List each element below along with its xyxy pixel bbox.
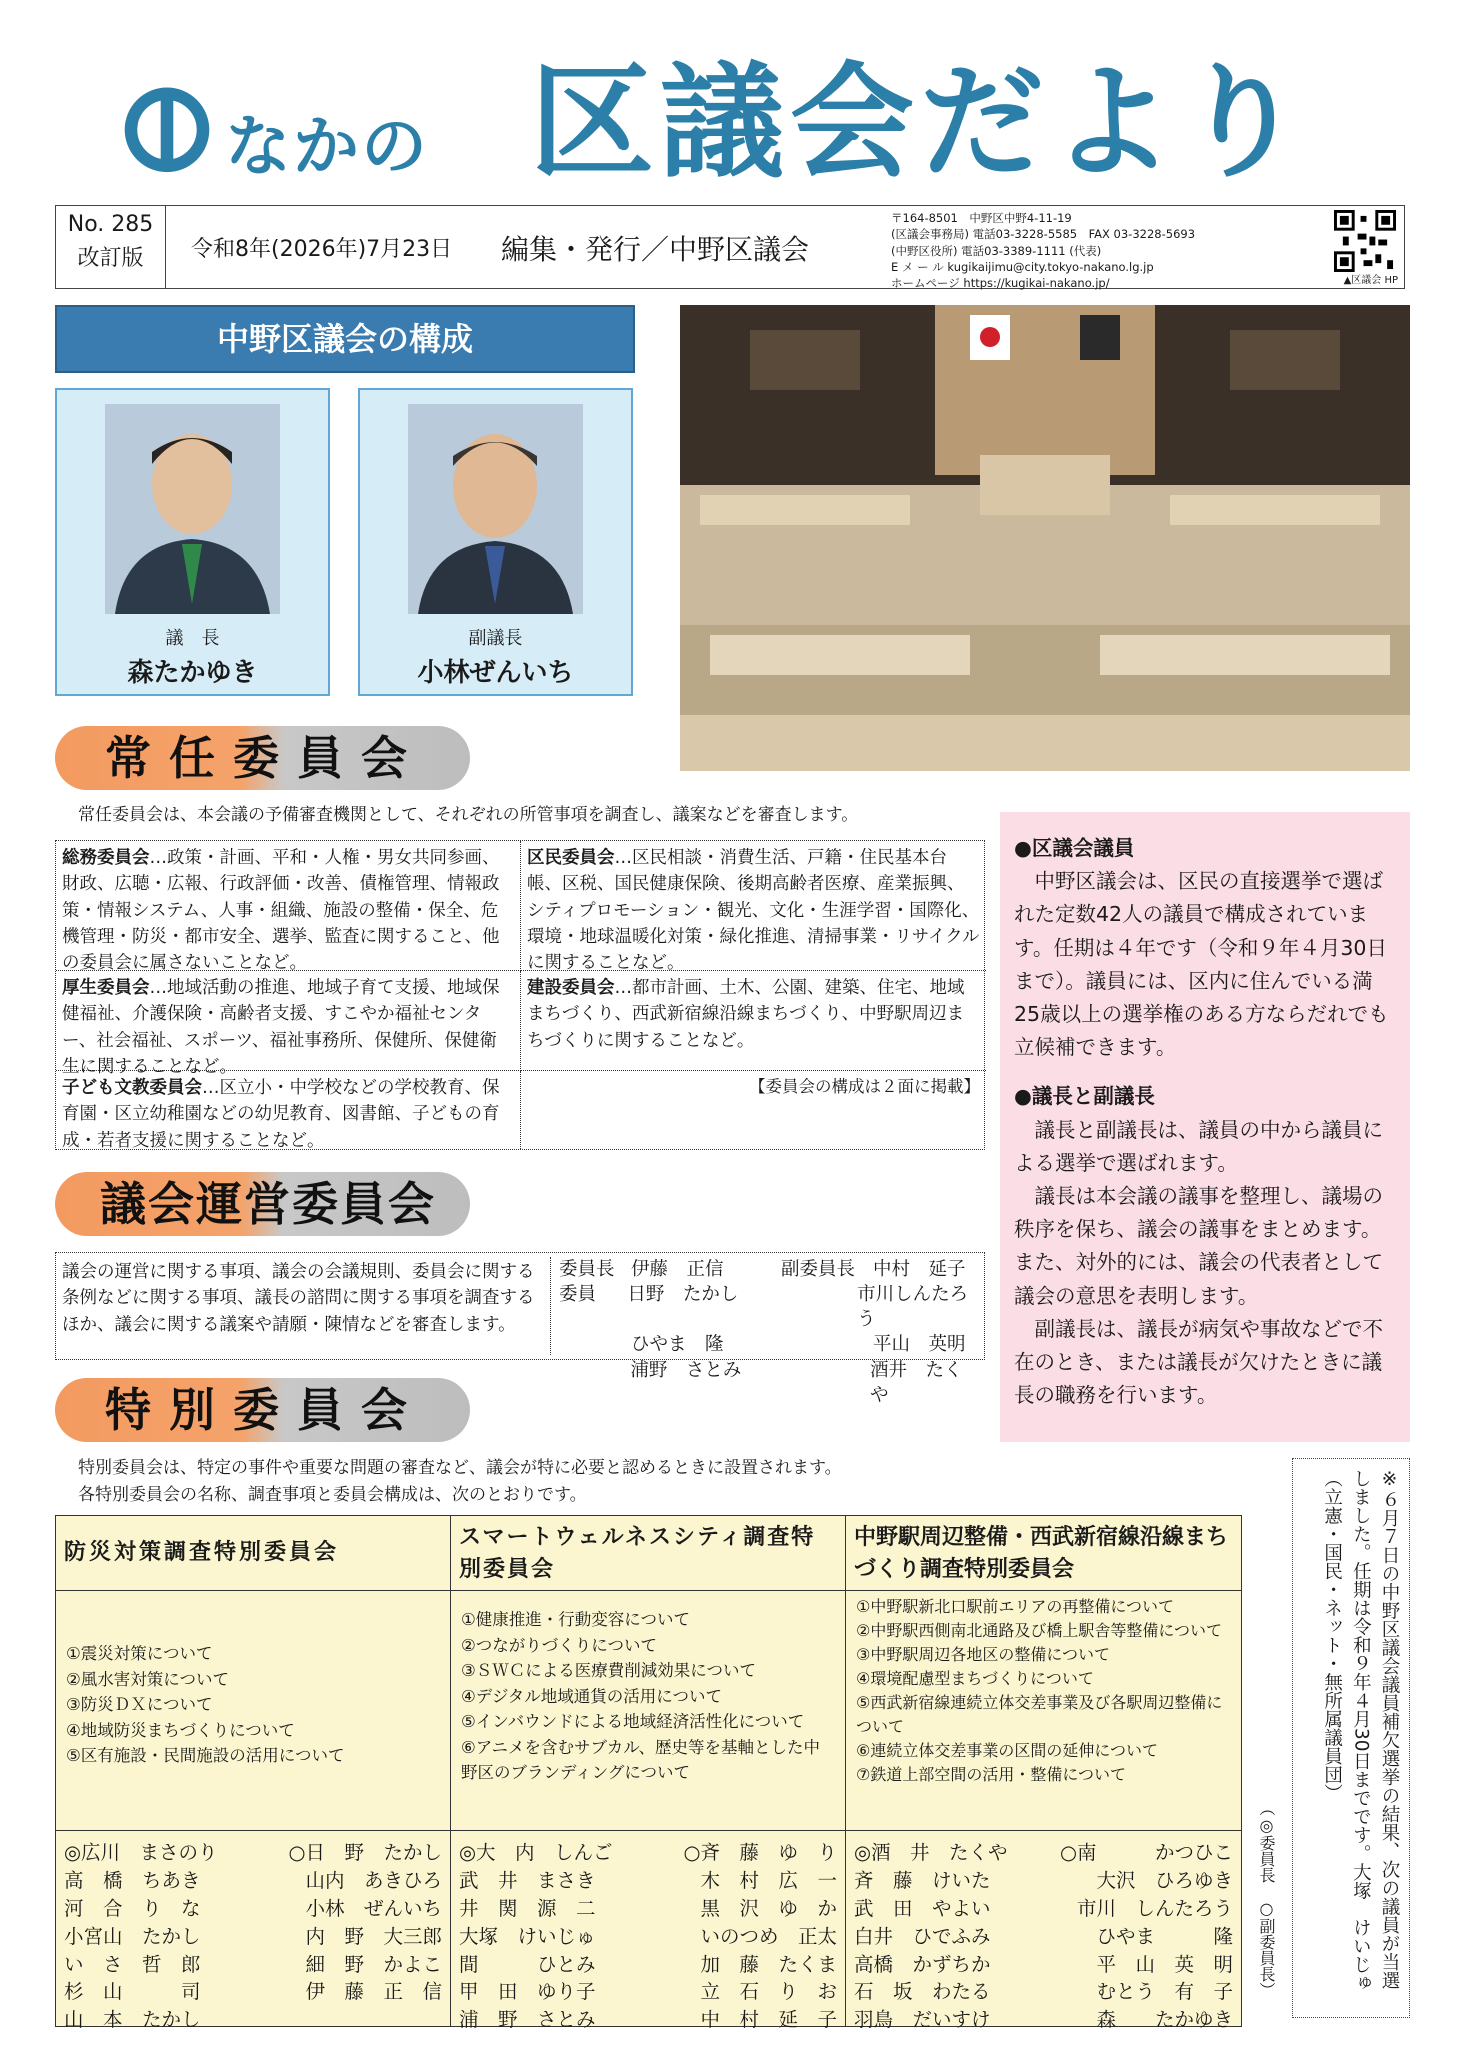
member-row: [854, 2006, 1233, 2034]
member-row: [64, 1867, 442, 1895]
member-role: [559, 1332, 631, 1357]
member-role: 委員: [559, 1284, 597, 1306]
member-name: いのつめ 正太: [700, 1924, 837, 1948]
member-name: 大沢 ひろゆき: [1096, 1868, 1233, 1892]
council-committee-box: [55, 1252, 985, 1406]
member-role: [559, 1358, 630, 1408]
committee-construction: [521, 971, 986, 1071]
special-lead-2: 各特別委員会の名称、調査事項と委員会構成は、次のとおりです。: [78, 1485, 587, 1505]
member-name: 間 ひとみ: [459, 1952, 596, 1976]
member-row: [559, 1332, 980, 1357]
agenda-item: ②つながりづくりについて: [461, 1635, 657, 1655]
agenda-item: ③防災ＤＸについて: [66, 1695, 213, 1715]
committee-desc: …都市計画、土木、公園、建築、住宅、地域まちづくり、西武新宿線沿線まちづくり、中野駅周辺まちづくりに関することなど。: [527, 978, 965, 1051]
committee-name: 建設委員会: [527, 978, 615, 998]
publisher: 編集・発行／中野区議会: [501, 233, 810, 266]
special-committee-banner: 特別委員会: [55, 1378, 470, 1442]
standing-lead: 常任委員会は、本会議の予備審査機関として、それぞれの所管事項を調査し、議案などを審査します。: [78, 805, 859, 825]
committee-desc: …区民相談・消費生活、戸籍・住民基本台帳、区税、国民健康保険、後期高齢者医療、産業振興、シティプロモーション・観光、文化・生涯学習・国際化、環境・地球温暖化対策・緑化推進、清掃事業・リサイクルに関することなど。: [527, 848, 980, 973]
committee-note: 【委員会の構成は２面に掲載】: [749, 1077, 980, 1096]
member-name: 平山 英明: [873, 1334, 966, 1356]
member-role: 委員長: [559, 1259, 615, 1280]
email-line[interactable]: E メ ー ル kugikaijimu@city.tokyo-nakano.lg.jp: [891, 259, 1154, 274]
nakano-logo-icon: [122, 83, 212, 173]
agenda-item: ①中野駅新北口駅前エリアの再整備について: [856, 1597, 1175, 1616]
special-committee-items: [451, 1591, 845, 1831]
panel-text: 中野区議会は、区民の直接選挙で選ばれた定数42人の議員で構成されています。任期は４年です（令和９年４月30日まで）。議員には、区内に住んでいる満25歳以上の選挙権のある方ならだれでも立候補できます。: [1014, 869, 1389, 1060]
panel-text: 議長は本会議の議事を整理し、議場の秩序を保ち、議会の議事をまとめます。また、対外的には、議会の代表者として議会の意思を表明します。: [1014, 1184, 1383, 1308]
masthead: [110, 51, 1350, 205]
member-name: 斉 藤 けいた: [854, 1868, 991, 1892]
agenda-item: ⑥連続立体交差事業の区間の延伸について: [856, 1741, 1159, 1760]
member-row: [459, 1867, 837, 1895]
contact-address: [891, 210, 1195, 292]
member-row: [459, 1895, 837, 1923]
qr-label: ▲区議会 HP: [1343, 275, 1398, 286]
member-role: [770, 1282, 857, 1332]
committee-name: 区民委員会: [527, 848, 615, 868]
member-name: 黒 沢 ゆ か: [700, 1896, 837, 1920]
member-name: 市川しんたろう: [857, 1284, 969, 1331]
special-committee-members: [56, 1831, 450, 2042]
member-name: 木 村 広 一: [700, 1868, 837, 1892]
qr-code-icon[interactable]: [1334, 210, 1396, 272]
agenda-item: ④環境配慮型まちづくりについて: [856, 1669, 1094, 1688]
special-committee-disaster: [56, 1516, 451, 2032]
agenda-item: ①震災対策について: [66, 1644, 213, 1663]
member-name: ◎大 内 しんご: [459, 1841, 613, 1864]
member-row: [854, 1867, 1233, 1895]
agenda-item: ②中野駅西側南北通路及び橋上駅舎等整備について: [856, 1621, 1223, 1640]
member-name: 酒井 たくや: [870, 1359, 963, 1406]
member-name: 浦 野 さとみ: [459, 2008, 596, 2032]
member-row: [559, 1257, 980, 1282]
member-name: 小宮山 たかし: [64, 1924, 201, 1948]
address-line: (中野区役所) 電話03-3389-1111 (代表): [891, 243, 1102, 258]
member-name: い さ 哲 郎: [64, 1952, 201, 1976]
special-committee-members: [451, 1831, 845, 2042]
member-name: 高橋 かずちか: [854, 1952, 991, 1976]
member-name: 細 野 かよこ: [305, 1952, 442, 1976]
member-name: 立 石 り お: [700, 1980, 837, 2004]
member-role: [779, 1358, 870, 1408]
member-role: 副委員長: [781, 1259, 856, 1280]
member-row: [854, 1978, 1233, 2006]
member-row: [64, 1923, 442, 1951]
member-name: 羽鳥 だいすけ: [854, 2008, 991, 2032]
assembly-hall-photo: [680, 305, 1410, 771]
member-row: [64, 1951, 442, 1979]
member-name: 小林 ぜんいち: [305, 1896, 442, 1920]
committee-citizens: [521, 841, 986, 971]
standing-committee-grid: [55, 840, 985, 1150]
member-row: [854, 1951, 1233, 1979]
member-row: [64, 1895, 442, 1923]
member-name: 大塚 けいじゅ: [459, 1924, 596, 1948]
agenda-item: ⑤西武新宿線連続立体交差事業及び各駅周辺整備について: [856, 1693, 1223, 1736]
panel-heading-chair: ●議長と副議長: [1014, 1084, 1155, 1109]
member-row: [459, 1978, 837, 2006]
issue-number: No. 285: [67, 212, 154, 237]
member-name: 白井 ひでふみ: [854, 1924, 991, 1948]
member-name: 平 山 英 明: [1096, 1952, 1233, 1976]
structure-heading: 中野区議会の構成: [55, 305, 635, 373]
member-name: 武 田 やよい: [854, 1896, 991, 1920]
member-row: [854, 1895, 1233, 1923]
special-committee-wellness: [451, 1516, 846, 2032]
special-committee-title: 防災対策調査特別委員会: [56, 1516, 450, 1591]
member-name: 森 たかゆき: [1096, 2008, 1233, 2032]
agenda-item: ⑥アニメを含むサブカル、歴史等を基軸とした中野区のブランディングについて: [461, 1737, 820, 1783]
chair-card: [55, 388, 330, 696]
council-members: [550, 1257, 980, 1406]
member-name: ひやま 隆: [631, 1334, 724, 1356]
by-election-notice: ※６月７日の中野区議会議員補欠選挙の結果、次の議員が当選しました。任期は令和９年４月30日までです。大塚 けいじゅ（立憲・国民・ネット・無所属議員団）: [1292, 1458, 1410, 2018]
homepage-line[interactable]: ホームページ https://kugikai-nakano.jp/: [891, 276, 1110, 291]
agenda-item: ④デジタル地域通貨の活用について: [461, 1686, 722, 1706]
member-row: [459, 2006, 837, 2034]
special-committee-items: [56, 1591, 450, 1831]
address-line: (区議会事務局) 電話03-3228-5585 FAX 03-3228-5693: [891, 227, 1196, 242]
member-name: ○日 野 たかし: [288, 1841, 442, 1864]
newsletter-title: 区議会だより: [530, 51, 1311, 195]
agenda-item: ⑤インバウンドによる地域経済活性化について: [461, 1712, 805, 1732]
member-name: 伊 藤 正 信: [305, 1980, 442, 2004]
address-line: 〒164-8501 中野区中野4-11-19: [891, 211, 1072, 225]
member-row: [64, 2006, 442, 2034]
agenda-item: ③ＳＷＣによる医療費削減効果について: [461, 1661, 756, 1681]
committee-desc: …地域活動の推進、地域子育て支援、地域保健福祉、介護保険・高齢者支援、すこやか福祉センター、社会福祉、スポーツ、福祉事務所、保健所、保健衛生に関することなど。: [62, 978, 500, 1077]
special-committee-station-area: [846, 1516, 1241, 2032]
member-name: 石 坂 わたる: [854, 1980, 991, 2004]
committee-general-affairs: [56, 841, 521, 971]
member-row: [559, 1358, 980, 1408]
member-name: 高 橋 ちあき: [64, 1868, 201, 1892]
vice-chair-photo: [408, 404, 583, 614]
member-name: 山 本 たかし: [64, 2008, 201, 2032]
member-name: ◎酒 井 たくや: [854, 1841, 1008, 1864]
special-committee-items: [846, 1591, 1241, 1831]
member-row: [64, 1978, 442, 2006]
logo-text: なかの: [225, 108, 429, 185]
member-name: 市川 しんたろう: [1076, 1896, 1233, 1920]
chair-name: 森たかゆき: [127, 658, 258, 688]
special-committee-table: [55, 1515, 1242, 2032]
member-name: 杉 山 司: [64, 1980, 201, 2004]
member-row: [854, 1839, 1233, 1867]
panel-text: 副議長は、議長が病気や事故などで不在のとき、または議長が欠けたときに議長の職務を行います。: [1014, 1316, 1383, 1408]
issue-date: 令和8年(2026年)7月23日: [191, 237, 453, 262]
panel-text: 議長と副議長は、議員の中から議員による選挙で選ばれます。: [1014, 1117, 1383, 1175]
member-name: 浦野 さとみ: [630, 1359, 742, 1381]
member-name: 武 井 まさき: [459, 1868, 596, 1892]
member-name: 伊藤 正信: [631, 1259, 724, 1280]
special-committee-title: 中野駅周辺整備・西武新宿線沿線まちづくり調査特別委員会: [846, 1516, 1241, 1591]
member-name: 中 村 延 子: [700, 2008, 837, 2032]
special-committee-title: スマートウェルネスシティ調査特別委員会: [451, 1516, 845, 1591]
member-name: ○斉 藤 ゆ り: [683, 1841, 837, 1864]
committee-desc: …区立小・中学校などの学校教育、保育園・区立幼稚園などの幼児教育、図書館、子どもの育成・若者支援に関することなど。: [62, 1078, 500, 1151]
member-name: 井 関 源 二: [459, 1896, 596, 1920]
chair-legend: （◎委員長 ○副委員長）: [1257, 1800, 1276, 1998]
member-name: 日野 たかし: [627, 1284, 739, 1306]
agenda-item: ⑤区有施設・民間施設の活用について: [66, 1746, 345, 1766]
member-name: むとう 有 子: [1096, 1980, 1233, 2004]
member-row: [559, 1282, 980, 1332]
council-committee-banner: 議会運営委員会: [55, 1172, 470, 1236]
member-role: [781, 1332, 873, 1357]
vice-chair-role: 副議長: [468, 628, 523, 649]
council-desc: 議会の運営に関する事項、議会の会議規則、委員会に関する条例などに関する事項、議長の諮問に関する事項を調査するほか、議会に関する議案や請願・陳情などを審査します。: [62, 1262, 535, 1335]
member-name: ひやま 隆: [1096, 1924, 1233, 1948]
chair-role: 議 長: [165, 628, 220, 649]
agenda-item: ⑦鉄道上部空間の活用・整備について: [856, 1765, 1127, 1784]
issue-info-bar: [55, 205, 1405, 289]
vice-chair-name: 小林ぜんいち: [417, 658, 574, 688]
edition-label: 改訂版: [77, 246, 144, 271]
committee-welfare: [56, 971, 521, 1077]
committee-name: 総務委員会: [62, 848, 150, 868]
committee-children-education: [56, 1071, 521, 1149]
chair-photo: [105, 404, 280, 614]
member-name: 加 藤 たくま: [700, 1952, 837, 1976]
member-name: ○南 かつひこ: [1059, 1841, 1233, 1864]
member-name: 河 合 り な: [64, 1896, 201, 1920]
assembly-info-panel: [1000, 812, 1410, 1442]
committee-desc: …政策・計画、平和・人権・男女共同参画、財政、広聴・広報、行政評価・改善、債権管理、情報政策・情報システム、人事・組織、施設の整備・保全、危機管理・防災・都市安全、選挙、監査に関すること、他の委員会に属さないことなど。: [62, 848, 500, 973]
member-name: 甲 田 ゆり子: [459, 1980, 596, 2004]
member-name: 内 野 大三郎: [305, 1924, 442, 1948]
member-name: 中村 延子: [873, 1259, 966, 1280]
special-committee-members: [846, 1831, 1241, 2042]
member-row: [459, 1923, 837, 1951]
agenda-item: ③中野駅周辺各地区の整備について: [856, 1645, 1111, 1664]
member-row: [459, 1951, 837, 1979]
agenda-item: ①健康推進・行動変容について: [461, 1610, 690, 1629]
special-lead-1: 特別委員会は、特定の事件や重要な問題の審査など、議会が特に必要と認めるときに設置されます。: [78, 1458, 842, 1478]
committee-name: 子ども文教委員会: [62, 1078, 202, 1098]
standing-committee-banner: 常任委員会: [55, 726, 470, 790]
member-name: ◎広川 まさのり: [64, 1841, 218, 1864]
member-row: [64, 1839, 442, 1867]
member-row: [459, 1839, 837, 1867]
agenda-item: ②風水害対策について: [66, 1669, 229, 1689]
member-row: [854, 1923, 1233, 1951]
panel-heading-members: ●区議会議員: [1014, 836, 1135, 860]
member-name: 山内 あきひろ: [305, 1868, 442, 1892]
issue-number-box: [56, 206, 166, 288]
agenda-item: ④地域防災まちづくりについて: [66, 1720, 295, 1740]
committee-name: 厚生委員会: [62, 978, 150, 998]
vice-chair-card: [358, 388, 633, 696]
